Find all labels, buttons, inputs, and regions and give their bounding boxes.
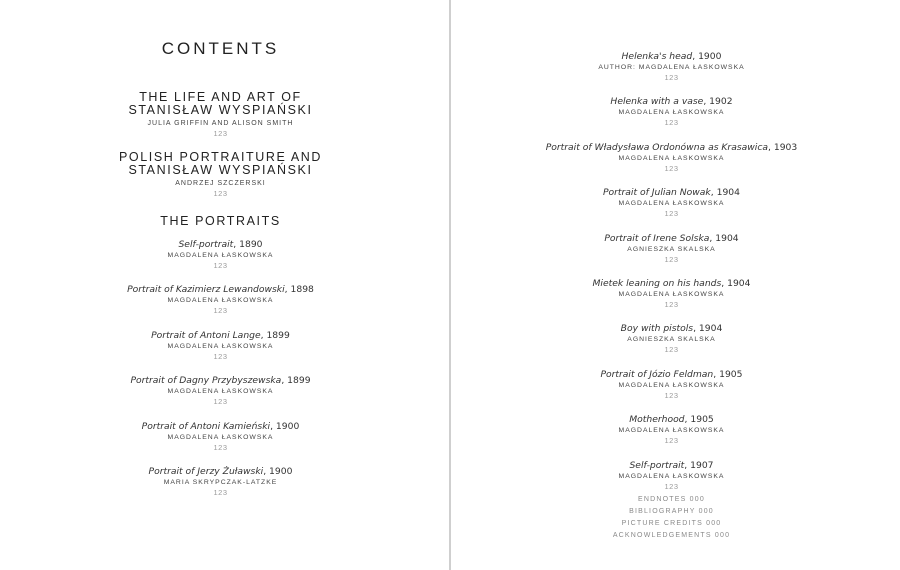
entry-title bbox=[0, 284, 445, 296]
entry-year: , 1904 bbox=[709, 232, 739, 244]
toc-entry[interactable] bbox=[447, 142, 896, 173]
toc-entry[interactable] bbox=[0, 239, 445, 270]
toc-entry[interactable] bbox=[447, 96, 896, 127]
page-number: 123 bbox=[664, 118, 679, 128]
entry-year: , 1904 bbox=[693, 323, 723, 335]
page-number: 123 bbox=[664, 300, 679, 309]
page-number: 123 bbox=[664, 254, 679, 264]
toc-entry[interactable] bbox=[447, 51, 896, 82]
entry-artwork-title: Motherhood bbox=[629, 414, 685, 426]
entry-year: , 1900 bbox=[263, 466, 293, 477]
page-number: 123 bbox=[664, 436, 679, 446]
entry-year: , 1890 bbox=[233, 239, 263, 250]
toc-entry[interactable] bbox=[0, 466, 445, 497]
entry-year: , 1905 bbox=[713, 368, 743, 380]
page-number: 123 bbox=[213, 488, 228, 497]
entry-author: AGNIESZKA SKALSKA bbox=[627, 245, 716, 253]
entry-author: AGNIESZKA SKALSKA bbox=[627, 336, 716, 344]
toc-entry[interactable] bbox=[447, 278, 896, 309]
toc-entry[interactable] bbox=[447, 369, 896, 400]
page-number: 123 bbox=[213, 261, 228, 270]
toc-entry[interactable] bbox=[447, 323, 896, 354]
entry-title bbox=[447, 414, 896, 426]
entry-year: , 1902 bbox=[703, 96, 733, 108]
right-page bbox=[451, 0, 900, 570]
entry-title bbox=[0, 421, 445, 433]
entry-author: MAGDALENA ŁASKOWSKA bbox=[167, 433, 274, 441]
entry-title bbox=[447, 142, 896, 154]
entry-title bbox=[447, 369, 896, 381]
entry-year: , 1898 bbox=[284, 284, 314, 296]
section-title-line: THE PORTRAITS bbox=[160, 214, 281, 228]
toc-entry[interactable] bbox=[447, 187, 896, 218]
back-matter-list bbox=[447, 494, 896, 542]
section-author: ANDRZEJ SZCZERSKI bbox=[175, 180, 266, 187]
entry-artwork-title: Self-portrait bbox=[178, 239, 234, 250]
entry-author: MARIA SKRYPCZAK-LATZKE bbox=[163, 479, 278, 486]
toc-entry[interactable] bbox=[0, 284, 445, 315]
entry-artwork-title: Portrait of Dagny Przybyszewska bbox=[130, 375, 282, 387]
page-number: 123 bbox=[213, 397, 228, 407]
entry-author: MAGDALENA ŁASKOWSKA bbox=[167, 388, 274, 396]
entry-artwork-title: Mietek leaning on his hands bbox=[592, 278, 722, 289]
toc-entry[interactable] bbox=[447, 233, 896, 264]
page-number: 123 bbox=[664, 163, 679, 173]
entry-artwork-title: Boy with pistols bbox=[620, 323, 694, 335]
entry-artwork-title: Portrait of Antoni Lange bbox=[151, 329, 261, 341]
entry-artwork-title: Portrait of Władysława Ordonówna as Krasawica bbox=[545, 141, 769, 153]
entry-author: MAGDALENA ŁASKOWSKA bbox=[618, 427, 725, 435]
entry-year: , 1905 bbox=[684, 414, 714, 426]
entry-year: , 1900 bbox=[270, 420, 300, 432]
entry-year: , 1904 bbox=[721, 278, 751, 289]
entry-title bbox=[447, 96, 896, 108]
page-number: 123 bbox=[664, 390, 679, 400]
entry-title bbox=[0, 466, 445, 478]
back-matter-endnotes[interactable]: ENDNOTES 000 bbox=[638, 496, 705, 503]
entry-title bbox=[447, 323, 896, 335]
page-number: 123 bbox=[664, 73, 679, 82]
entry-year: , 1903 bbox=[768, 141, 798, 153]
toc-section-polish-portraiture[interactable] bbox=[0, 151, 445, 198]
entry-title bbox=[447, 187, 896, 199]
page-number: 123 bbox=[213, 189, 228, 198]
contents-heading: CONTENTS bbox=[161, 39, 280, 58]
entry-year: , 1899 bbox=[281, 375, 311, 387]
back-matter-bibliography[interactable]: BIBLIOGRAPHY 000 bbox=[629, 508, 714, 515]
entry-author: MAGDALENA ŁASKOWSKA bbox=[618, 109, 725, 117]
entry-year: , 1907 bbox=[684, 459, 714, 471]
entry-author: MAGDALENA ŁASKOWSKA bbox=[167, 252, 274, 259]
section-title-line: STANISŁAW WYSPIAŃSKI bbox=[128, 103, 313, 117]
entry-title bbox=[447, 233, 896, 245]
entry-title bbox=[0, 330, 445, 342]
entry-title bbox=[447, 51, 896, 63]
entry-title bbox=[0, 239, 445, 251]
entry-author: MAGDALENA ŁASKOWSKA bbox=[618, 381, 725, 389]
entry-artwork-title: Portrait of Józio Feldman bbox=[600, 368, 714, 380]
entry-author: MAGDALENA ŁASKOWSKA bbox=[618, 291, 725, 298]
entry-author: AUTHOR: MAGDALENA ŁASKOWSKA bbox=[598, 64, 745, 71]
entry-artwork-title: Portrait of Jerzy Żuławski bbox=[148, 466, 264, 477]
entry-artwork-title: Portrait of Julian Nowak bbox=[602, 187, 711, 199]
toc-entry[interactable] bbox=[0, 421, 445, 452]
entry-author: MAGDALENA ŁASKOWSKA bbox=[618, 200, 725, 208]
back-matter-picture-credits[interactable]: PICTURE CREDITS 000 bbox=[621, 520, 722, 527]
toc-entry[interactable] bbox=[0, 375, 445, 406]
left-page bbox=[0, 0, 449, 570]
page-number: 123 bbox=[213, 351, 228, 361]
section-title-line: THE LIFE AND ART OF bbox=[139, 90, 302, 104]
toc-section-the-portraits bbox=[0, 215, 445, 228]
page-number: 123 bbox=[213, 129, 228, 138]
entry-author: MAGDALENA ŁASKOWSKA bbox=[167, 297, 274, 305]
entry-title bbox=[447, 460, 896, 472]
toc-entry[interactable] bbox=[447, 414, 896, 445]
back-matter-acknowledgements[interactable]: ACKNOWLEDGEMENTS 000 bbox=[612, 532, 731, 539]
entry-author: MAGDALENA ŁASKOWSKA bbox=[618, 472, 725, 480]
page-number: 123 bbox=[664, 345, 679, 355]
entry-title bbox=[0, 375, 445, 387]
section-title-line: POLISH PORTRAITURE AND bbox=[118, 150, 323, 164]
right-column bbox=[447, 0, 896, 570]
page-number: 123 bbox=[213, 442, 228, 452]
entry-year: , 1900 bbox=[692, 51, 722, 62]
page-number: 123 bbox=[213, 306, 228, 316]
entry-author: MAGDALENA ŁASKOWSKA bbox=[618, 154, 725, 162]
entry-author: MAGDALENA ŁASKOWSKA bbox=[167, 342, 274, 350]
entry-artwork-title: Portrait of Antoni Kamieński bbox=[141, 420, 271, 432]
entry-year: , 1899 bbox=[260, 329, 290, 341]
entry-artwork-title: Portrait of Kazimierz Lewandowski bbox=[127, 284, 285, 296]
entry-year: , 1904 bbox=[710, 187, 740, 199]
section-author: JULIA GRIFFIN AND ALISON SMITH bbox=[147, 120, 294, 127]
toc-entry[interactable] bbox=[447, 460, 896, 491]
toc-section-life-and-art[interactable] bbox=[0, 91, 445, 138]
page-number: 123 bbox=[664, 481, 679, 491]
left-column bbox=[0, 0, 445, 570]
toc-entry[interactable] bbox=[0, 330, 445, 361]
entry-artwork-title: Helenka's head bbox=[621, 51, 693, 62]
entry-title bbox=[447, 278, 896, 290]
section-title-line: STANISŁAW WYSPIAŃSKI bbox=[128, 163, 313, 177]
entry-artwork-title: Helenka with a vase bbox=[610, 96, 704, 108]
page-number: 123 bbox=[664, 209, 679, 219]
entry-artwork-title: Self-portrait bbox=[629, 459, 685, 471]
entry-artwork-title: Portrait of Irene Solska bbox=[604, 232, 710, 244]
